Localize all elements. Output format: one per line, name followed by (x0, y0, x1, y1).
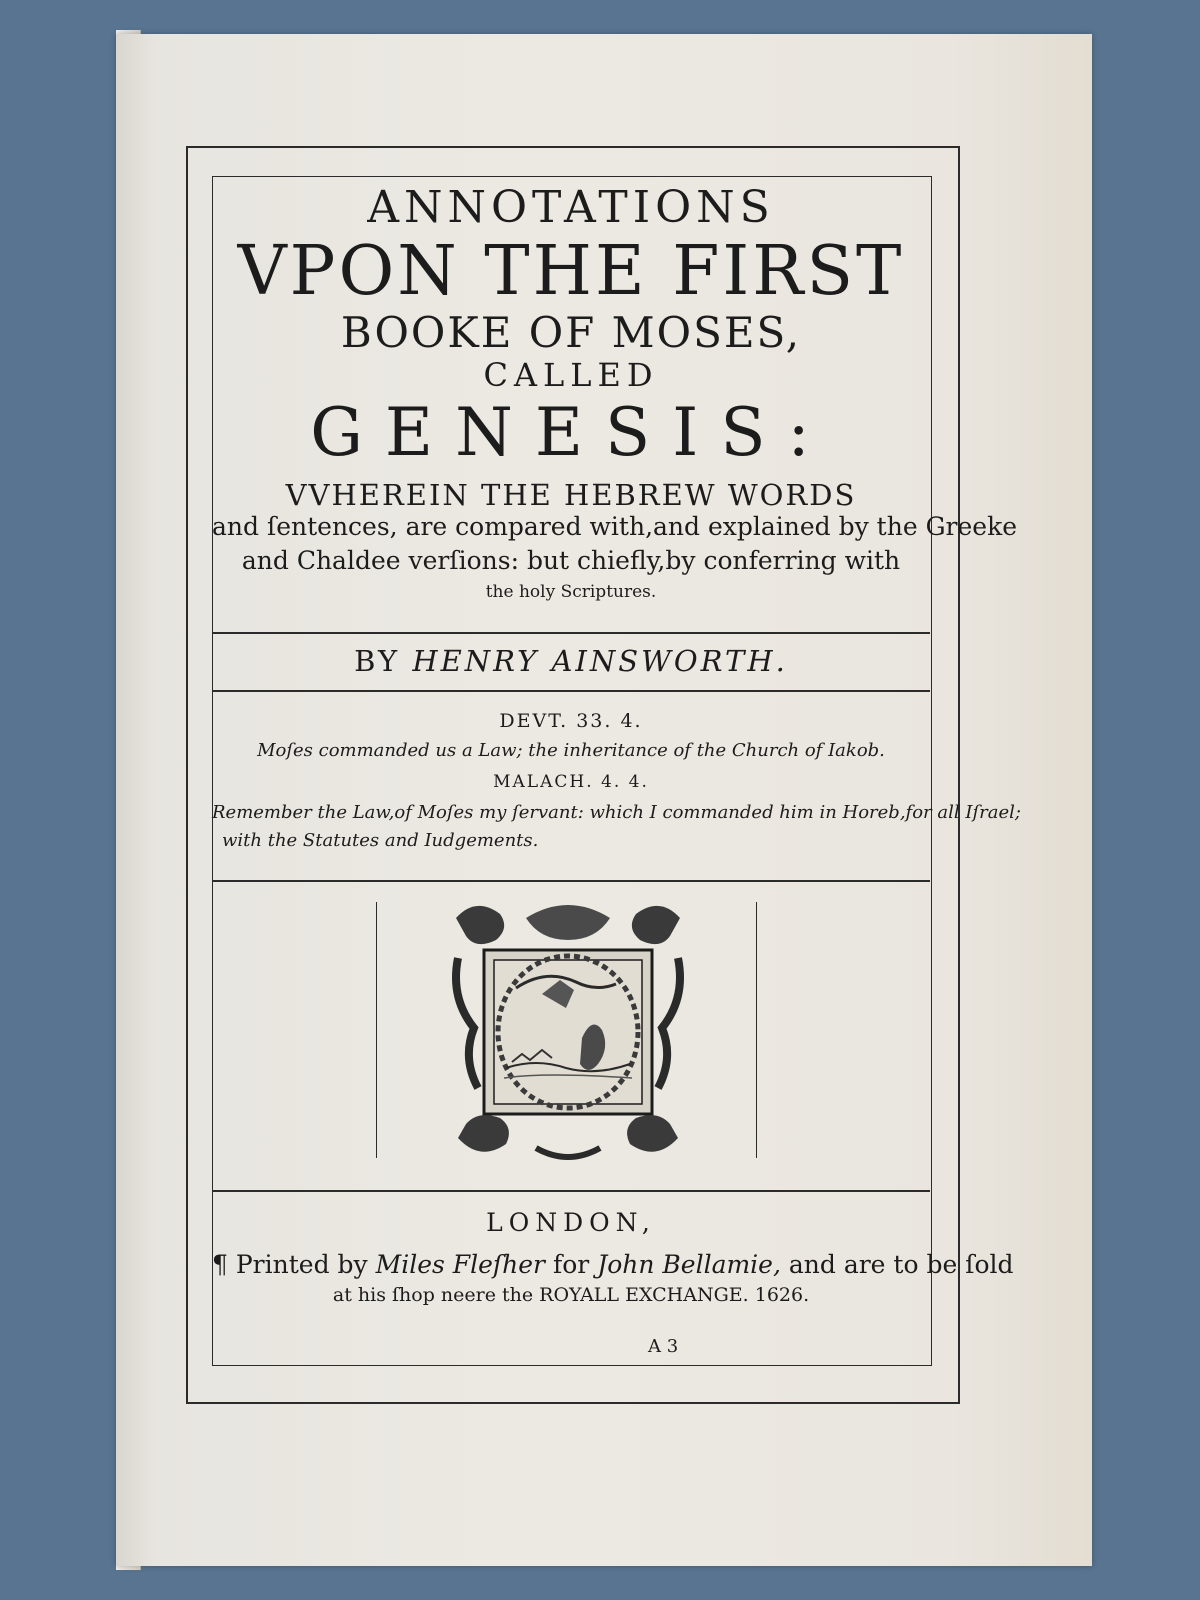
title-line-vpon-the-first: VPON THE FIRST (237, 232, 905, 311)
imprint-line-1 (212, 1250, 1014, 1279)
epigraph-ref-malachi: MALACH. 4. 4. (493, 772, 649, 792)
title-line-genesis: GENESIS: (310, 394, 832, 471)
imprint-printer: Miles Fleſher (375, 1250, 546, 1279)
imprint-city: LONDON, (486, 1208, 656, 1237)
subtitle-line-2: and ſentences, are compared with,and explained by the Greeke (212, 512, 1018, 541)
imprint-printed-by: Printed by (235, 1250, 368, 1279)
imprint-sold: and are to be ſold (788, 1250, 1014, 1279)
pilcrow-mark: ¶ (212, 1250, 228, 1279)
rule-above-woodcut (212, 880, 930, 882)
title-line-annotations: ANNOTATIONS (367, 182, 775, 233)
title-line-booke-of-moses: BOOKE OF MOSES, (340, 308, 802, 357)
printers-device-woodcut (446, 898, 690, 1164)
epigraph-quote-malachi-2: with the Statutes and Iudgements. (222, 830, 539, 851)
rule-above-author (212, 632, 930, 634)
epigraph-ref-deuteronomy: DEVT. 33. 4. (499, 710, 643, 732)
author-line (212, 644, 930, 678)
imprint-publisher: John Bellamie, (597, 1250, 781, 1279)
author-name: HENRY AINSWORTH. (412, 644, 788, 678)
imprint-line-2: at his ſhop neere the ROYALL EXCHANGE. 1626. (332, 1284, 810, 1306)
subtitle-line-1: VVHEREIN THE HEBREW WORDS (285, 478, 857, 512)
epigraph-quote-deuteronomy: Moſes commanded us a Law; the inheritance of the Church of Iakob. (257, 740, 885, 761)
woodcut-panel-left-rule (376, 902, 377, 1158)
woodcut-panel-right-rule (756, 902, 757, 1158)
rule-below-author (212, 690, 930, 692)
subtitle-line-3: and Chaldee verſions: but chiefly,by conferring with (241, 546, 901, 575)
imprint-for: for (552, 1250, 590, 1279)
title-line-called: CALLED (483, 356, 659, 394)
signature-mark: A 3 (648, 1336, 679, 1357)
author-prefix: BY (354, 644, 401, 678)
epigraph-quote-malachi-1: Remember the Law,of Moſes my ſervant: which I commanded him in Horeb,for all Iſrael; (212, 802, 1021, 823)
subtitle-line-4: the holy Scriptures. (485, 582, 657, 602)
rule-above-imprint (212, 1190, 930, 1192)
